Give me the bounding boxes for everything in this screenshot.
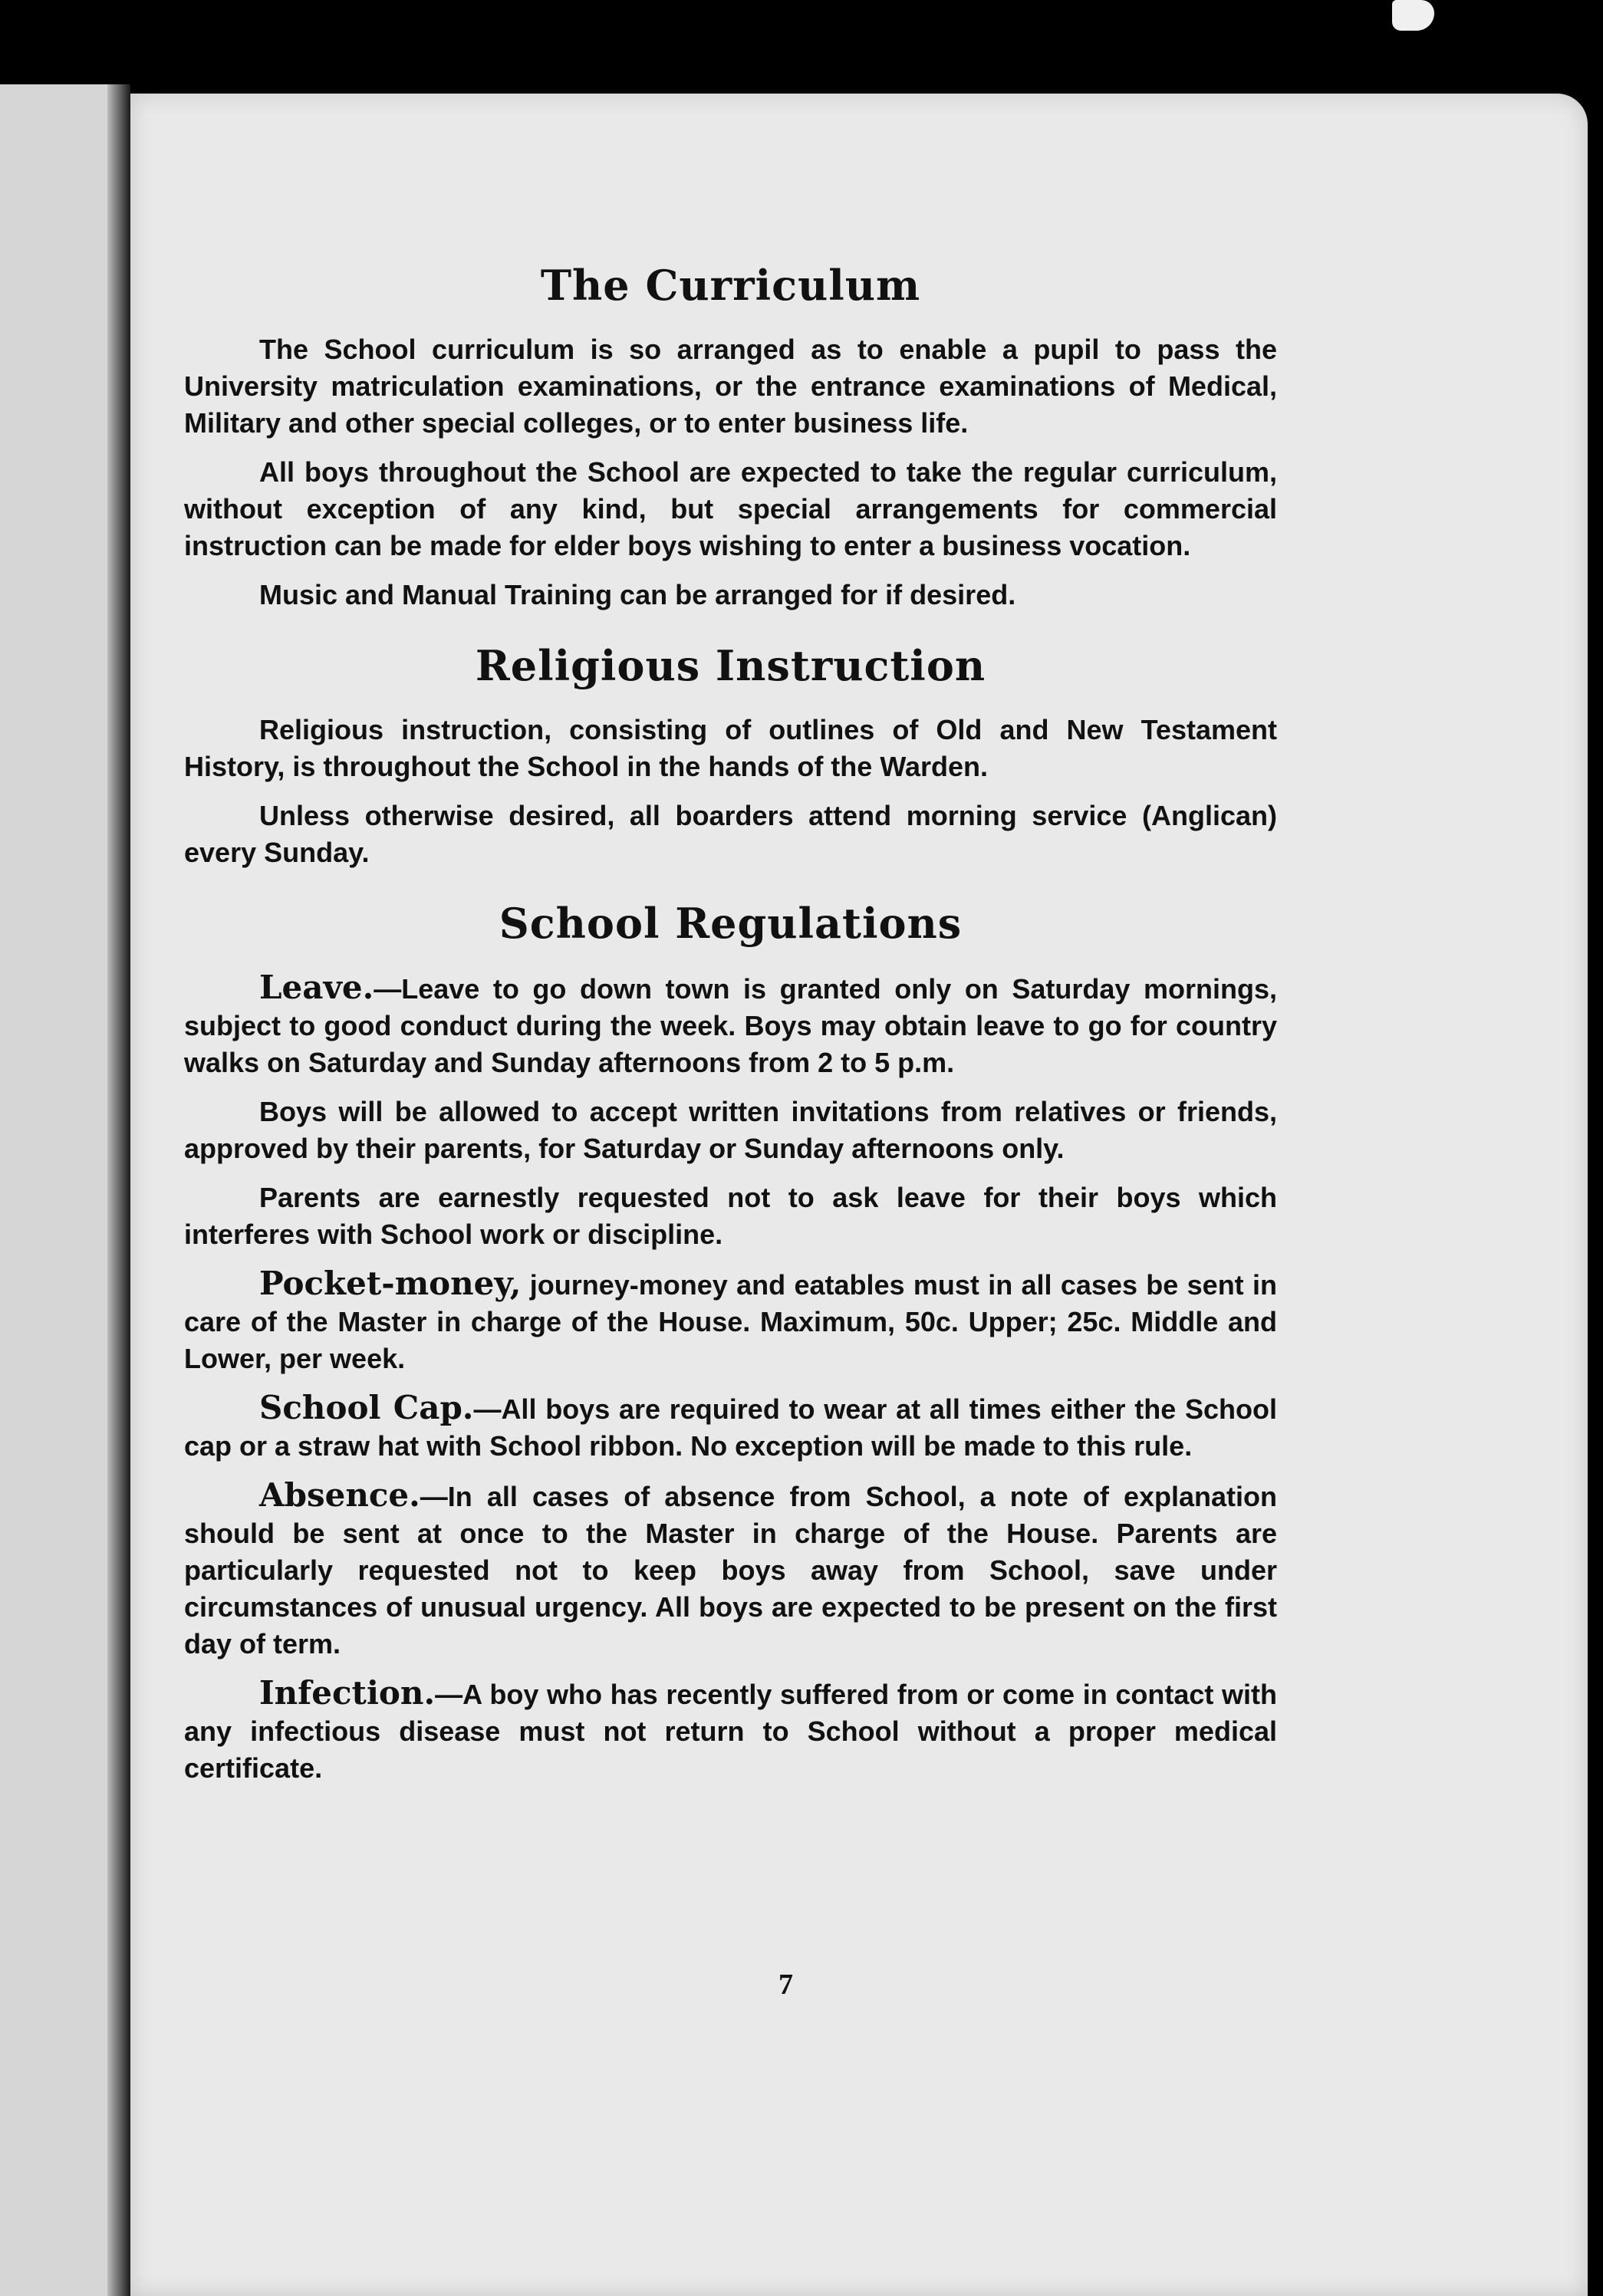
rule-title: Infection. bbox=[259, 1674, 436, 1712]
rule-text: —A boy who has recently suffered from or come in contact with any infectious disease must not return to School without a proper medical certificate. bbox=[184, 1679, 1277, 1784]
regulation-leave bbox=[184, 969, 1277, 1081]
paragraph: Unless otherwise desired, all boarders attend morning service (Anglican) every Sunday. bbox=[184, 800, 1277, 868]
rule-text: —In all cases of absence from School, a note of explanation should be sent at once to the Master in charge of the House. Parents are particularly requested not to keep boys away from School, save under circumstances of unusual urgency. All boys are expected to be present on the first day of term. bbox=[184, 1481, 1277, 1660]
section-heading: The Curriculum bbox=[540, 261, 921, 310]
section-heading: Religious Instruction bbox=[475, 641, 986, 690]
regulation-pocket-money bbox=[184, 1265, 1277, 1377]
curriculum-section bbox=[184, 261, 1277, 613]
rule-title: School Cap. bbox=[259, 1389, 474, 1426]
paragraph: Music and Manual Training can be arranged for if desired. bbox=[259, 579, 1016, 610]
rule-text: —Leave to go down town is granted only on Saturday mornings, subject to good conduct during the week. Boys may obtain leave to go for country walks on Saturday and Sunday afternoons from 2 to 5 p.m. bbox=[184, 973, 1277, 1078]
school-regulations-section bbox=[184, 899, 1277, 1787]
regulation-school-cap bbox=[184, 1390, 1277, 1465]
paragraph: Boys will be allowed to accept written invitations from relatives or friends, approved by their parents, for Saturday or Sunday afternoons only. bbox=[184, 1096, 1277, 1164]
binding-shadow bbox=[107, 84, 130, 2296]
regulation-infection bbox=[184, 1675, 1277, 1787]
rule-text: —All boys are required to wear at all times either the School cap or a straw hat with School ribbon. No exception will be made to this rule. bbox=[184, 1393, 1277, 1462]
paragraph: Parents are earnestly requested not to ask leave for their boys which interferes with School work or discipline. bbox=[184, 1182, 1277, 1250]
rule-title: Leave. bbox=[259, 969, 374, 1006]
facing-page-edge bbox=[0, 84, 118, 2296]
rule-title: Absence. bbox=[259, 1476, 420, 1514]
section-heading: School Regulations bbox=[499, 899, 963, 948]
paragraph: All boys throughout the School are expected to take the regular curriculum, without exception of any kind, but special arrangements for commercial instruction can be made for elder boys wishing to enter a business vocation. bbox=[184, 456, 1277, 561]
scan-speck bbox=[1392, 0, 1434, 31]
paragraph: The School curriculum is so arranged as to enable a pupil to pass the University matriculation examinations, or the entrance examinations of Medical, Military and other special colleges, or to enter business life. bbox=[184, 334, 1277, 439]
rule-text: journey-money and eatables must in all cases be sent in care of the Master in charge of the House. Maximum, 50c. Upper; 25c. Middle and Lower, per week. bbox=[184, 1269, 1277, 1374]
page-content bbox=[184, 261, 1277, 1799]
paragraph: Religious instruction, consisting of outlines of Old and New Testament History, is throughout the School in the hands of the Warden. bbox=[184, 714, 1277, 782]
rule-title: Pocket-money, bbox=[259, 1265, 522, 1302]
regulation-absence bbox=[184, 1477, 1277, 1663]
religious-instruction-section bbox=[184, 641, 1277, 871]
page-number: 7 bbox=[778, 1969, 793, 2001]
